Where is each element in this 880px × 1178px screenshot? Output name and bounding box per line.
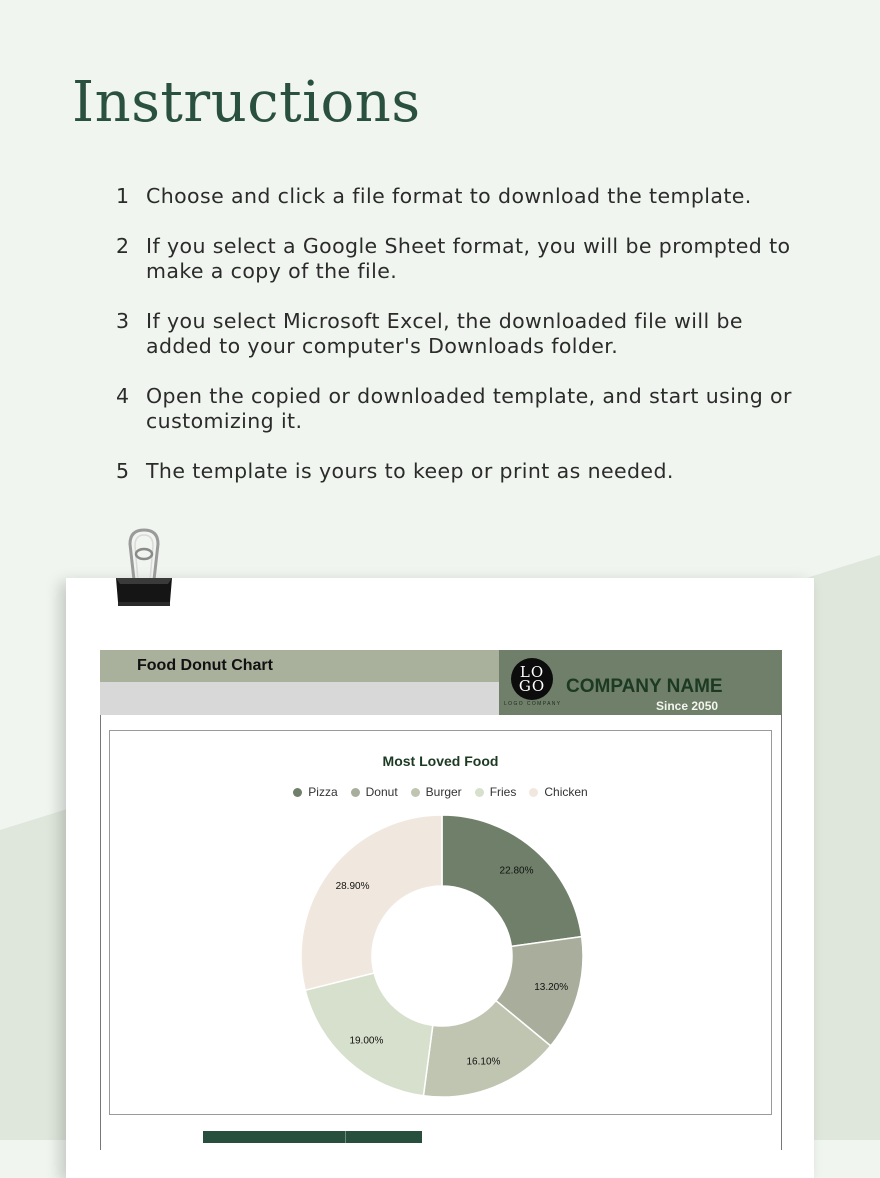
step-text: The template is yours to keep or print as needed.: [146, 459, 674, 483]
sheet-title: Food Donut Chart: [137, 657, 273, 674]
company-name: COMPANY NAME: [566, 676, 723, 697]
logo-text-line2: GO: [518, 677, 546, 695]
step-number: 1: [116, 184, 130, 208]
legend-label: Burger: [425, 785, 462, 799]
donut-chart: [109, 730, 772, 1115]
slice-value-label: 16.10%: [466, 1056, 501, 1068]
slice-value-label: 19.00%: [349, 1035, 384, 1047]
instruction-list: [116, 184, 816, 509]
instruction-step: [116, 234, 816, 284]
legend-label: Donut: [365, 785, 398, 799]
logo-text-line1: LO: [519, 663, 545, 681]
logo-subtitle: LOGO COMPANY: [504, 701, 562, 707]
instruction-step: [116, 184, 816, 209]
logo: [511, 658, 553, 700]
since-year: Since 2050: [656, 699, 719, 713]
step-text: If you select a Google Sheet format, you will be prompted to make a copy of the file.: [146, 234, 791, 283]
button-divider: [345, 1131, 346, 1143]
legend-label: Chicken: [544, 785, 588, 799]
header-gray-band: [100, 682, 499, 715]
donut-slice-fries: [305, 973, 433, 1096]
slice-value-label: 13.20%: [534, 981, 569, 993]
company-header: [499, 650, 782, 715]
chart-title: Most Loved Food: [382, 753, 499, 769]
instruction-step: [116, 309, 816, 359]
step-number: 5: [116, 459, 130, 483]
slice-value-label: 28.90%: [335, 881, 370, 893]
donut-plot: [110, 731, 773, 1116]
legend-label: Fries: [489, 785, 517, 799]
instruction-step: [116, 384, 816, 434]
legend-label: Pizza: [308, 785, 338, 799]
page-title: Instructions: [72, 70, 421, 135]
step-text: If you select Microsoft Excel, the downloaded file will be added to your computer's Downloads folder.: [146, 309, 743, 358]
step-number: 4: [116, 384, 130, 408]
binder-clip-icon: [108, 526, 180, 612]
instruction-step: [116, 459, 816, 484]
donut-slice-chicken: [301, 815, 442, 990]
sheet-header-left: [100, 650, 499, 715]
step-number: 2: [116, 234, 130, 258]
donut-slice-pizza: [442, 815, 582, 946]
download-button-bar[interactable]: [203, 1131, 422, 1143]
step-number: 3: [116, 309, 130, 333]
step-text: Open the copied or downloaded template, and start using or customizing it.: [146, 384, 792, 433]
step-text: Choose and click a file format to download the template.: [146, 184, 752, 208]
slice-value-label: 22.80%: [499, 865, 534, 877]
